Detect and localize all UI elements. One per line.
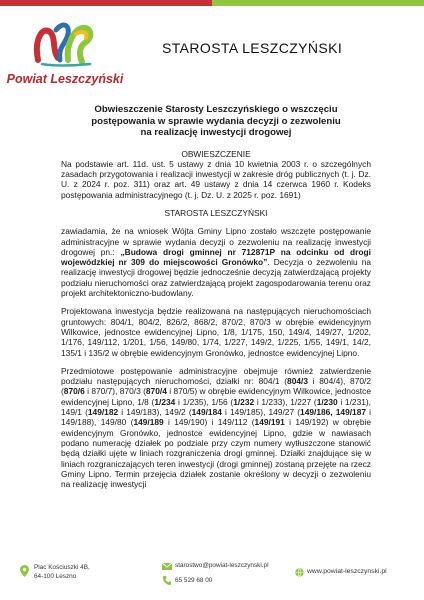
- division-text: i 149/188), 149/80 (: [61, 407, 372, 428]
- footer-address: [34, 564, 90, 581]
- division-text: i 149/190) i 149/112 (: [163, 417, 255, 428]
- division-text: i 1/231), 149/1 (: [61, 396, 372, 418]
- notice-text-c: . Decyzja o zezwoleniu na realizację inwestycji drogowej będzie jednocześnie decyzją zatwierdzającą projekty podziału nieruchomości oraz zatwierdzającą projekt zagospodarowania terenu oraz projekt architektoniczno-budowlany.: [61, 257, 372, 299]
- investment-name: „Budowa drogi gminnej nr 712871P na odcinku od drogi wojewódzkiej nr 309 do miejscowości Gronówko”: [61, 246, 371, 268]
- parcel-number-bold: 870/6: [63, 386, 85, 397]
- division-paragraph: [61, 366, 371, 490]
- location-pin-icon: [20, 565, 29, 577]
- logo-mark-icon: [32, 20, 98, 68]
- notice-text-a: zawiadamia, że na wniosek Wójta Gminy Lipno zostało wszczęte postępowanie administracyjne w sprawie wydania decyzji o zezwoleniu na realizację inwestycji drogowej pn.:: [61, 226, 371, 257]
- division-text: i 149/185), 149/27 (: [221, 407, 301, 418]
- header-title: STAROSTA LESZCZYŃSKI: [162, 40, 343, 56]
- legal-basis-paragraph: Na podstawie art. 11d. ust. 5 ustawy z dnia 10 kwietnia 2003 r. o szczególnych zasadach przygotowania i realizacji inwestycji w zakresie dróg publicznych (t. j. Dz. U. z 2024 r. poz. 311) oraz art. 49 ustawy z dnia 14 czerwca 1960 r. Kodeks postępowania administracyjnego (t. j. Dz. U. z 2025 r. poz. 1691): [61, 158, 371, 200]
- parcel-number-bold: 149/191: [254, 417, 285, 428]
- parcel-number-bold: 149/186, 149/187: [300, 407, 367, 418]
- envelope-icon: [162, 563, 172, 570]
- label-obwieszczenie: OBWIESZCZENIE: [181, 148, 251, 159]
- parcels-paragraph: Projektowana inwestycja będzie realizowana na następujących nieruchomościach gruntowych: 804/1, 804/2, 826/2, 868/2, 870/2, 870/3 w obrębie ewidencyjnym Wilkowice, jednostce ewidencyjnej Lipno, 1/8, 1/175, 150, 149/4, 149/27, 1/202, 1/176, 149/112, 1/201, 1/56, 149/80, 1/74, 1/227, 149/2, 1/225, 1/55, 149/1, 14/2, 135/1 i 135/2 w obrębie ewidencyjnym Gronówko, jednostce ewidencyjnej Lipno.: [61, 306, 371, 358]
- document-body: [61, 104, 371, 497]
- division-text: i 1/233), 1/227 (: [254, 396, 317, 407]
- title-line-1: Obwieszczenie Starosty Leszczyńskiego o wszczęciu: [94, 104, 338, 115]
- phone-icon: [163, 576, 171, 585]
- parcel-number-bold: 149/182: [87, 407, 119, 418]
- parcel-number-bold: 149/189: [133, 417, 164, 428]
- division-text: i 149/183), 149/2 (: [118, 407, 192, 418]
- label-starosta: STAROSTA LESZCZYŃSKI: [164, 207, 268, 218]
- address-line-1: Plac Kościuszki 4B,: [34, 564, 90, 571]
- color-stripe: [0, 0, 424, 6]
- parcel-number-bold: 804/3: [287, 376, 309, 387]
- parcel-number-bold: 149/184: [191, 407, 222, 418]
- address-line-2: 64-100 Leszno: [34, 572, 77, 580]
- division-text: i 149/192) w obrębie ewidencyjnym Gronówko, jednostce ewidencyjnej Lipno, gdzie w nawiasach podano numerację działek po podziale przy czym numery wytłuszczone stanowić będą działki ujęte w liniach rozgraniczenia drogi gminnej. Działki znajdujące się w liniach rozgraniczających teren inwestycji (drogi gminnej) zostaną przejęte na rzecz Gminy Lipno. Termin przejęcia działek zostanie określony w decyzji o zezwoleniu na realizację inwestycji: [61, 417, 372, 490]
- globe-icon: [295, 568, 304, 577]
- parcel-number-bold: 1/232: [233, 396, 255, 407]
- division-text: Przedmiotowe postępowanie administracyjne obejmuje również zatwierdzenie podziału następujących nieruchomości, działki nr: 804/1 (: [61, 365, 371, 387]
- letterhead: [0, 0, 424, 96]
- division-text: i 870/7), 870/3 (: [84, 386, 146, 397]
- division-text: i 804/4), 870/2 (: [61, 376, 371, 397]
- document-title: [61, 104, 371, 139]
- logo-text: Powiat Leszczyński: [6, 72, 124, 86]
- footer-website[interactable]: www.powiat-leszczynski.pl: [307, 568, 387, 575]
- parcel-number-bold: 870/4: [145, 386, 167, 397]
- footer-email[interactable]: starostwo@powiat-leszczynski.pl: [175, 562, 269, 569]
- division-text: i 870/5) w obrębie ewidencyjnym Wilkowice, jednostce ewidencyjnej Lipno, 1/8 (: [61, 386, 371, 407]
- parcel-number-bold: 1/234: [154, 396, 176, 407]
- title-line-3: na realizację inwestycji drogowej: [140, 127, 292, 138]
- footer-phone[interactable]: 65 529 68 00: [175, 577, 213, 584]
- division-text: i 1/235), 1/56 (: [175, 396, 234, 407]
- footer: [0, 554, 424, 600]
- title-line-2: postępowania w sprawie wydania decyzji o zezwoleniu: [91, 115, 341, 127]
- parcel-number-bold: 1/230: [316, 396, 338, 407]
- powiat-logo: [6, 20, 124, 90]
- notice-paragraph: [61, 226, 371, 298]
